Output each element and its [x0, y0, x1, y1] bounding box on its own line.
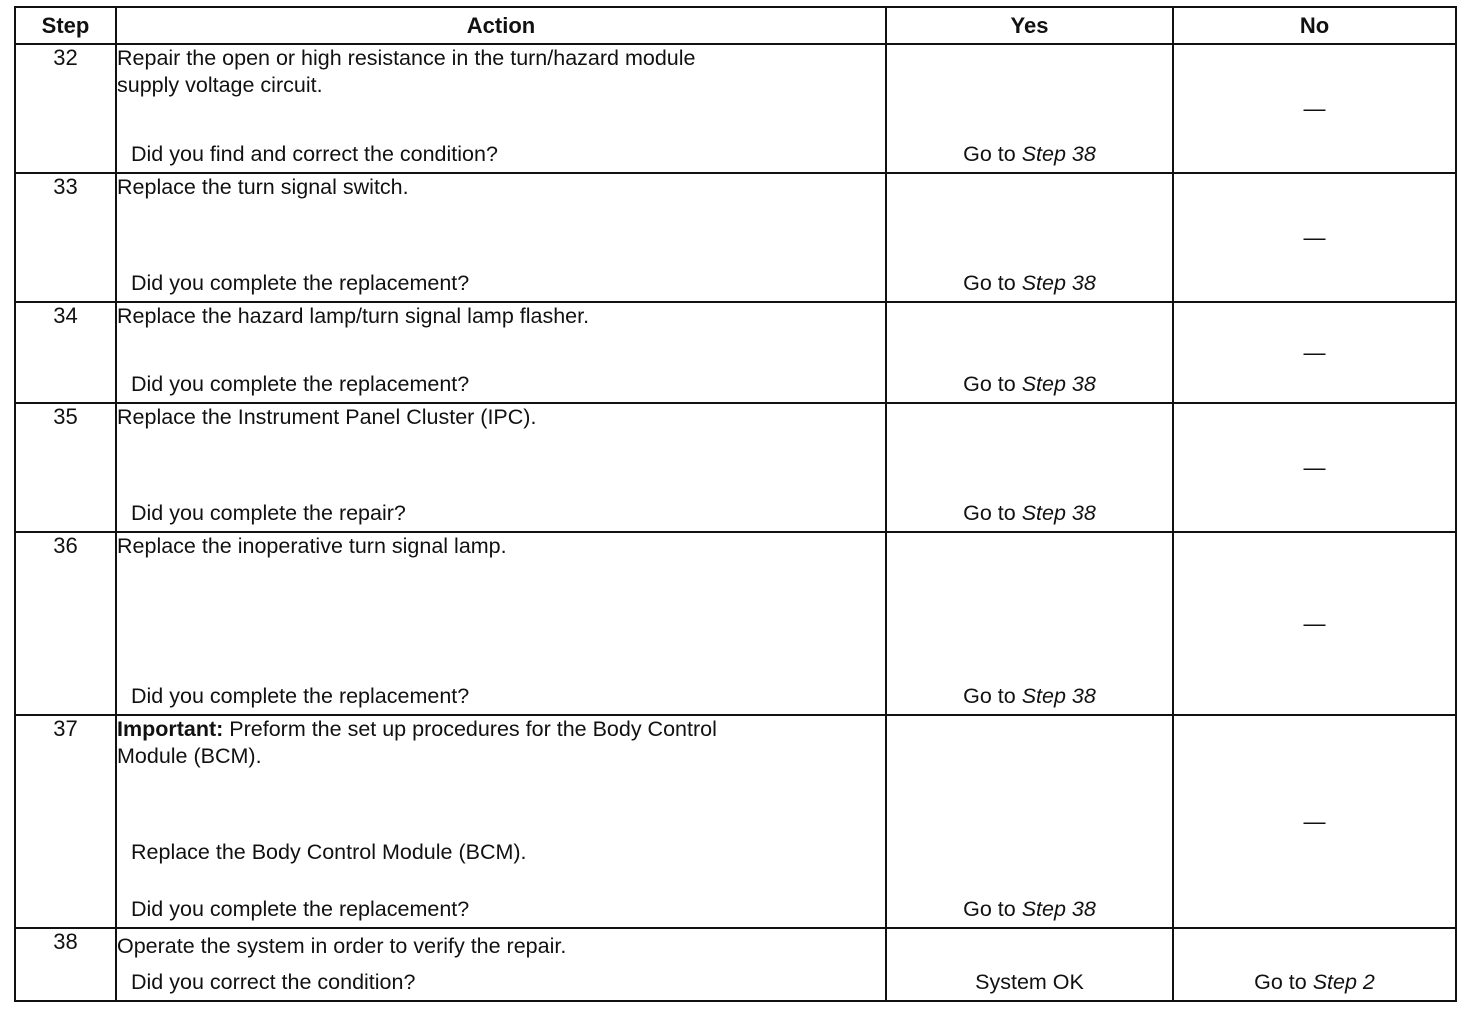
yes-cell: [886, 173, 1173, 302]
yes-step-link[interactable]: Step 38: [1021, 142, 1096, 166]
header-yes: Yes: [886, 7, 1173, 44]
yes-cell: [886, 532, 1173, 715]
no-cell: [1173, 715, 1456, 928]
important-note: [117, 716, 885, 743]
no-cell: [1173, 44, 1456, 173]
action-text: Replace the Instrument Panel Cluster (IPC).: [117, 405, 537, 429]
action-question: Did you complete the replacement?: [131, 271, 470, 295]
step-number: 34: [15, 302, 116, 403]
yes-prefix: Go to: [963, 271, 1016, 295]
yes-value: System OK: [975, 970, 1084, 994]
no-cell: [1173, 173, 1456, 302]
yes-prefix: Go to: [963, 897, 1016, 921]
action-text: Replace the turn signal switch.: [117, 175, 409, 199]
action-question: Did you correct the condition?: [131, 970, 416, 994]
diagnostic-table: [14, 6, 1457, 1002]
yes-cell: [886, 715, 1173, 928]
step-number: 33: [15, 173, 116, 302]
action-text: Repair the open or high resistance in the turn/hazard module: [117, 46, 696, 70]
yes-cell: [886, 302, 1173, 403]
no-cell: [1173, 403, 1456, 532]
yes-step-link[interactable]: Step 38: [1021, 897, 1096, 921]
action-text: Replace the hazard lamp/turn signal lamp flasher.: [117, 304, 590, 328]
important-label: Important:: [117, 717, 224, 741]
yes-cell: [886, 403, 1173, 532]
important-text: Preform the set up procedures for the Body Control: [229, 717, 717, 741]
action-text: Operate the system in order to verify the repair.: [117, 934, 567, 958]
action-cell: [116, 302, 886, 403]
no-value: —: [1303, 95, 1326, 121]
yes-prefix: Go to: [963, 684, 1016, 708]
table-row: [15, 532, 1456, 715]
no-cell: [1173, 532, 1456, 715]
action-cell: [116, 173, 886, 302]
table-row: [15, 44, 1456, 173]
no-cell: [1173, 302, 1456, 403]
header-no: No: [1173, 7, 1456, 44]
no-value: —: [1303, 610, 1326, 636]
no-prefix: Go to: [1254, 970, 1307, 994]
step-number: 32: [15, 44, 116, 173]
action-cell: [116, 928, 886, 1001]
table-row: [15, 173, 1456, 302]
action-text: Replace the Body Control Module (BCM).: [131, 840, 527, 864]
header-step: Step: [15, 7, 116, 44]
action-question: Did you complete the replacement?: [131, 684, 470, 708]
step-number: 36: [15, 532, 116, 715]
table-row: [15, 928, 1456, 1001]
action-text: Replace the inoperative turn signal lamp.: [117, 534, 507, 558]
yes-cell: [886, 928, 1173, 1001]
step-number: 35: [15, 403, 116, 532]
action-cell: [116, 403, 886, 532]
table-row: [15, 403, 1456, 532]
yes-step-link[interactable]: Step 38: [1021, 271, 1096, 295]
no-value: —: [1303, 808, 1326, 834]
table-row: [15, 302, 1456, 403]
no-value: —: [1303, 454, 1326, 480]
action-cell: [116, 44, 886, 173]
action-question: Did you find and correct the condition?: [131, 142, 498, 166]
yes-prefix: Go to: [963, 372, 1016, 396]
no-step-link[interactable]: Step 2: [1312, 970, 1375, 994]
action-question: Did you complete the replacement?: [131, 897, 470, 921]
action-question: Did you complete the replacement?: [131, 372, 470, 396]
no-cell: [1173, 928, 1456, 1001]
action-question: Did you complete the repair?: [131, 501, 406, 525]
step-number: 37: [15, 715, 116, 928]
header-row: [15, 7, 1456, 44]
no-value: —: [1303, 224, 1326, 250]
action-text: supply voltage circuit.: [117, 73, 323, 97]
step-number: 38: [15, 928, 116, 1001]
yes-step-link[interactable]: Step 38: [1021, 372, 1096, 396]
yes-cell: [886, 44, 1173, 173]
yes-prefix: Go to: [963, 142, 1016, 166]
table-row: [15, 715, 1456, 928]
header-action: Action: [116, 7, 886, 44]
yes-step-link[interactable]: Step 38: [1021, 501, 1096, 525]
yes-prefix: Go to: [963, 501, 1016, 525]
action-cell: [116, 715, 886, 928]
no-value: —: [1303, 339, 1326, 365]
important-text-cont: Module (BCM).: [117, 744, 262, 768]
yes-step-link[interactable]: Step 38: [1021, 684, 1096, 708]
action-cell: [116, 532, 886, 715]
